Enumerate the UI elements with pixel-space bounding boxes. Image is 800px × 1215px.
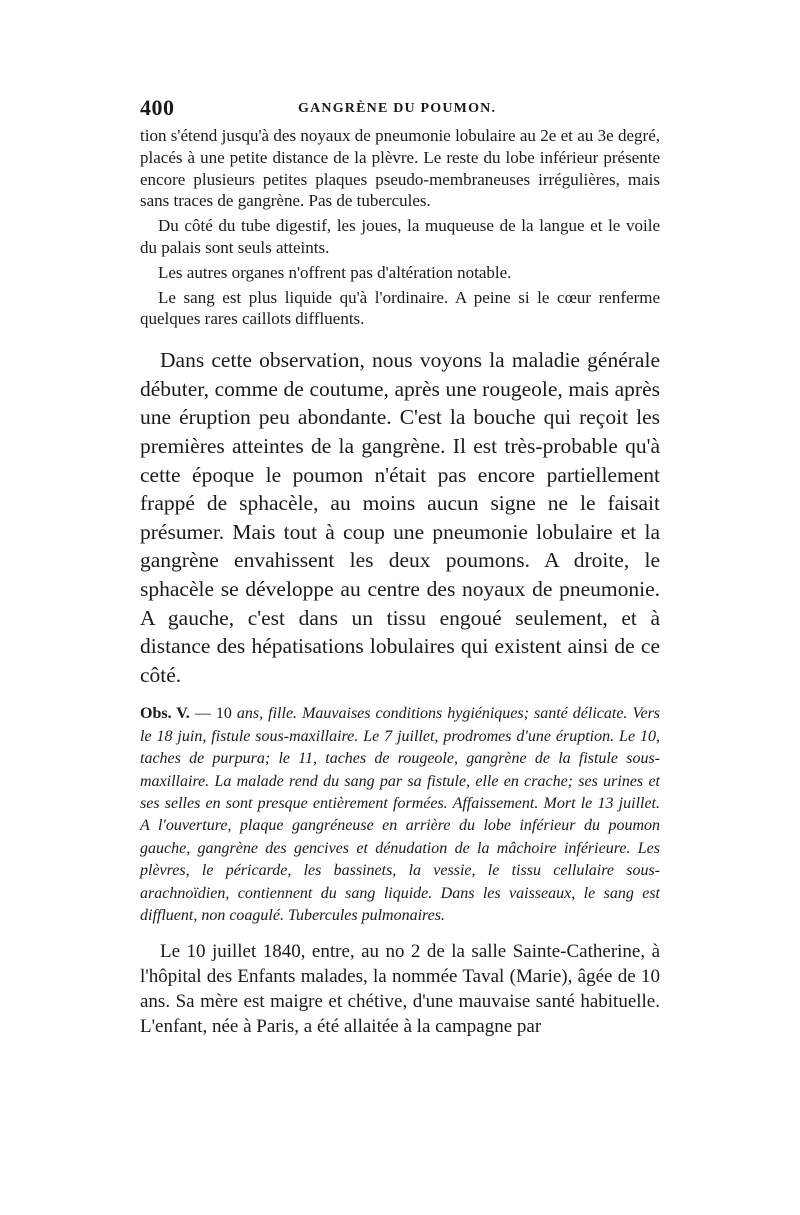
- page-header: [140, 95, 660, 121]
- paragraph-case-admission: Le 10 juillet 1840, entre, au no 2 de la salle Sainte-Catherine, à l'hôpital des Enfants malades, la nommée Taval (Marie), âgée de 10 ans. Sa mère est maigre et chétive, d'une mauvaise santé habituelle. L'enfant, née à Paris, a été allaitée à la campagne par: [140, 941, 660, 1038]
- page-number: 400: [140, 95, 175, 120]
- paragraph-discussion: Dans cette observation, nous voyons la maladie générale débuter, comme de coutume, après une rougeole, mais après une éruption peu abondante. C'est la bouche qui reçoit les premières atteintes de la gangrène. Il est très-probable qu'à cette époque le poumon n'était pas encore partiellement frappé de sphacèle, au moins aucun signe ne le faisait présumer. Mais tout à coup une pneumonie lobulaire et la gangrène envahissent les deux poumons. A droite, le sphacèle se développe au centre des noyaux de pneumonie. A gauche, c'est dans un tissu engoué seulement, et à distance des hépatisations lobulaires qui existent ainsi de ce côté.: [140, 348, 660, 687]
- paragraph-other-organs: Les autres organes n'offrent pas d'altération notable.: [158, 262, 512, 282]
- observation-text: ans, fille. Mauvaises conditions hygiéniques; santé délicate. Vers le 18 juin, fistule sous-maxillaire. Le 7 juillet, prodromes d'une éruption. Le 10, taches de purpura; le 11, taches de rougeole, gangrène de la fistule sous-maxillaire. La malade rend du sang par sa fistule, elle en crache; ses urines et ses selles en sont presque entièrement formées. Affaissement. Mort le 13 juillet. A l'ouverture, plaque gangréneuse en arrière du lobe inférieur du poumon gauche, gangrène des gencives et dénudation de la mâchoire inférieure. Les plèvres, le péricarde, les bassinets, la vessie, le tissu cellulaire sous-arachnoïdien, contiennent du sang liquide. Dans les vaisseaux, le sang est diffluent, non coagulé. Tubercules pulmonaires.: [140, 705, 661, 924]
- paragraph-lung-lesions: tion s'étend jusqu'à des noyaux de pneumonie lobulaire au 2e et au 3e degré, placés à une petite distance de la plèvre. Le reste du lobe inférieur présente encore plusieurs petites plaques pseudo-membraneuses irrégulières, mais sans traces de gangrène. Pas de tubercules.: [140, 126, 660, 211]
- discussion-section: [140, 346, 660, 689]
- autopsy-continuation: [140, 125, 660, 330]
- running-head: GANGRÈNE DU POUMON.: [298, 101, 497, 116]
- observation-label: Obs. V.: [140, 705, 190, 723]
- observation-lead: — 10: [194, 705, 232, 723]
- paragraph-blood: Le sang est plus liquide qu'à l'ordinaire. A peine si le cœur renferme quelques rares caillots diffluents.: [140, 287, 660, 329]
- case-history: [140, 939, 660, 1039]
- book-page: [140, 95, 660, 1039]
- observation-summary: [140, 703, 660, 927]
- paragraph-digestive-tube: Du côté du tube digestif, les joues, la muqueuse de la langue et le voile du palais sont seuls atteints.: [140, 216, 660, 257]
